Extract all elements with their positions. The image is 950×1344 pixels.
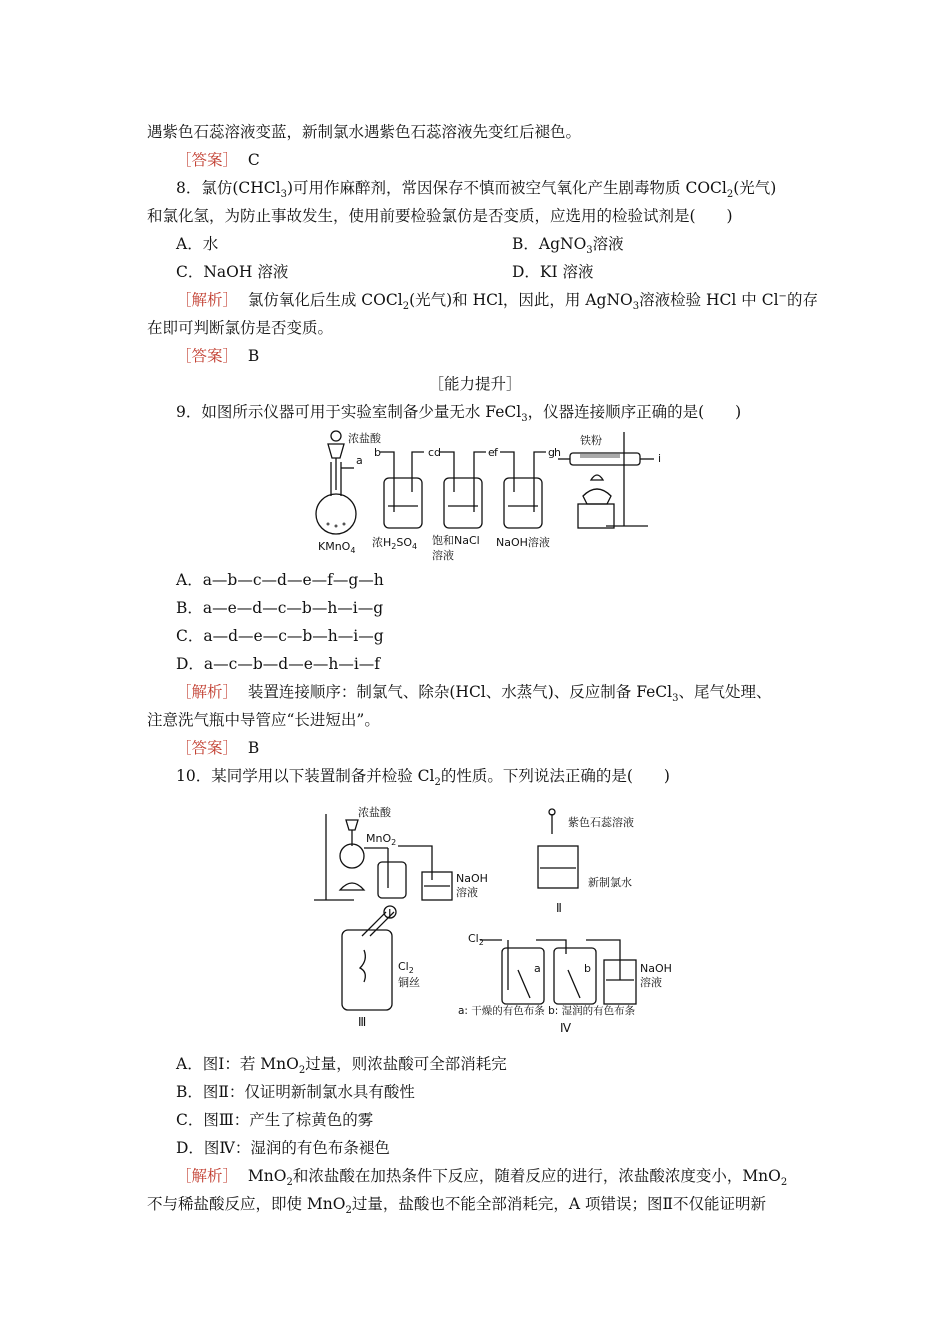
answer-tag: ［答案］: [176, 151, 239, 169]
q8-stem-line2: 和氯化氢，为防止事故发生，使用前要检验氯仿是否变质，应选用的检验试剂是( ): [147, 207, 733, 225]
svg-text:a: a: [356, 454, 363, 467]
label-chlorine-water: 新制氯水: [588, 876, 632, 889]
roman-1: Ⅰ: [388, 907, 392, 921]
q10-option-c: C．图Ⅲ：产生了棕黄色的雾: [176, 1111, 374, 1129]
svg-text:d: d: [434, 446, 441, 459]
svg-text:i: i: [658, 452, 662, 465]
q9-stem: 9．如图所示仪器可用于实验室制备少量无水 FeCl$_3$，仪器连接顺序正确的是( ): [176, 403, 742, 425]
q8-option-a: A．水: [176, 235, 219, 253]
label-kmno4: KMnO$_4$: [318, 540, 356, 555]
label-h2so4: 浓$H_2SO_4$: [372, 536, 418, 551]
answer-7: [176, 149, 260, 171]
q9-option-c: C．a—d—e—c—b—h—i—g: [176, 627, 384, 645]
svg-text:b: b: [584, 962, 591, 975]
q8-option-c: C．NaOH 溶液: [176, 263, 289, 281]
svg-text:g: g: [548, 446, 555, 459]
label-conc-hcl: 浓盐酸: [348, 432, 381, 445]
q9-option-b: B．a—e—d—c—b—h—i—g: [176, 599, 384, 617]
roman-2: Ⅱ: [556, 901, 562, 915]
q8-options-ab: [176, 233, 218, 255]
q8-option-b: B．AgNO$_3$溶液: [512, 235, 624, 257]
svg-text:c: c: [428, 446, 435, 459]
label-cloth-caption: a: 干燥的有色布条 b: 湿润的有色布条: [458, 1005, 636, 1017]
q10-analysis-line2: 不与稀盐酸反应，即使 MnO$_2$过量，盐酸也不能全部消耗完，A 项错误；图Ⅱ不仅能证明新: [147, 1195, 767, 1217]
svg-text:NaOH: NaOH: [640, 962, 672, 975]
label-nacl: 饱和NaCl: [432, 534, 480, 547]
label-litmus: 紫色石蕊溶液: [568, 816, 634, 829]
label-naoh: NaOH溶液: [496, 536, 550, 549]
paragraph-continued: 遇紫色石蕊溶液变蓝，新制氯水遇紫色石蕊溶液先变红后褪色。: [147, 123, 582, 141]
roman-3: Ⅲ: [358, 1015, 367, 1029]
label-copper: 铜丝: [398, 976, 420, 989]
label-naoh-10: NaOH: [456, 872, 488, 885]
roman-4: Ⅳ: [560, 1021, 572, 1035]
label-iron: 铁粉: [580, 434, 602, 447]
q9-option-d: D．a—c—b—d—e—h—i—f: [176, 655, 381, 673]
answer-value: C: [247, 151, 260, 169]
label-mno2: MnO$_2$: [366, 832, 397, 847]
label-cl2-in: $Cl_2$: [468, 932, 484, 947]
svg-text:溶液: 溶液: [640, 976, 662, 989]
q9-apparatus-figure: [308, 428, 688, 568]
svg-text:f: f: [494, 446, 498, 459]
q9-analysis-line1: ［解析］ 装置连接顺序：制氯气、除杂(HCl、水蒸气)、反应制备 FeCl$_3$、尾气处理、: [176, 683, 772, 705]
svg-text:a: a: [534, 962, 541, 975]
q8-option-d: D．KI 溶液: [512, 263, 594, 281]
q9-option-a: A．a—b—c—d—e—f—g—h: [176, 571, 384, 589]
q8-stem-line1: 8．氯仿(CHCl$_3$)可用作麻醉剂，常因保存不慎而被空气氧化产生剧毒物质 COCl$_2$(光气): [176, 179, 777, 201]
label-cl2: $Cl_2$: [398, 960, 414, 975]
section-title: ［能力提升］: [428, 375, 522, 393]
svg-text:e: e: [488, 446, 495, 459]
q8-analysis-line1: ［解析］ 氯仿氧化后生成 COCl$_2$(光气)和 HCl，因此，用 AgNO$_3$溶液检验 HCl 中 Cl−的存: [176, 290, 818, 313]
svg-text:h: h: [554, 446, 561, 459]
q10-option-d: D．图Ⅳ：湿润的有色布条褪色: [176, 1139, 390, 1157]
svg-text:溶液: 溶液: [432, 549, 454, 562]
svg-text:b: b: [374, 446, 381, 459]
answer-8: ［答案］ B: [176, 347, 260, 365]
q10-apparatus-figure: [306, 800, 686, 1042]
answer-9: ［答案］ B: [176, 739, 260, 757]
label-conc-hcl-10: 浓盐酸: [358, 806, 391, 819]
q10-analysis-line1: ［解析］ MnO$_2$和浓盐酸在加热条件下反应，随着反应的进行，浓盐酸浓度变小，MnO$_2$: [176, 1167, 788, 1189]
q10-option-a: A．图Ⅰ：若 MnO$_2$过量，则浓盐酸可全部消耗完: [176, 1055, 507, 1077]
q10-option-b: B．图Ⅱ：仅证明新制氯水具有酸性: [176, 1083, 415, 1101]
q8-analysis-line2: 在即可判断氯仿是否变质。: [147, 319, 334, 337]
svg-text:溶液: 溶液: [456, 886, 478, 899]
q10-stem: 10．某同学用以下装置制备并检验 $Cl_2$的性质。下列说法正确的是( ): [176, 767, 670, 789]
q9-analysis-line2: 注意洗气瓶中导管应“长进短出”。: [147, 711, 380, 729]
